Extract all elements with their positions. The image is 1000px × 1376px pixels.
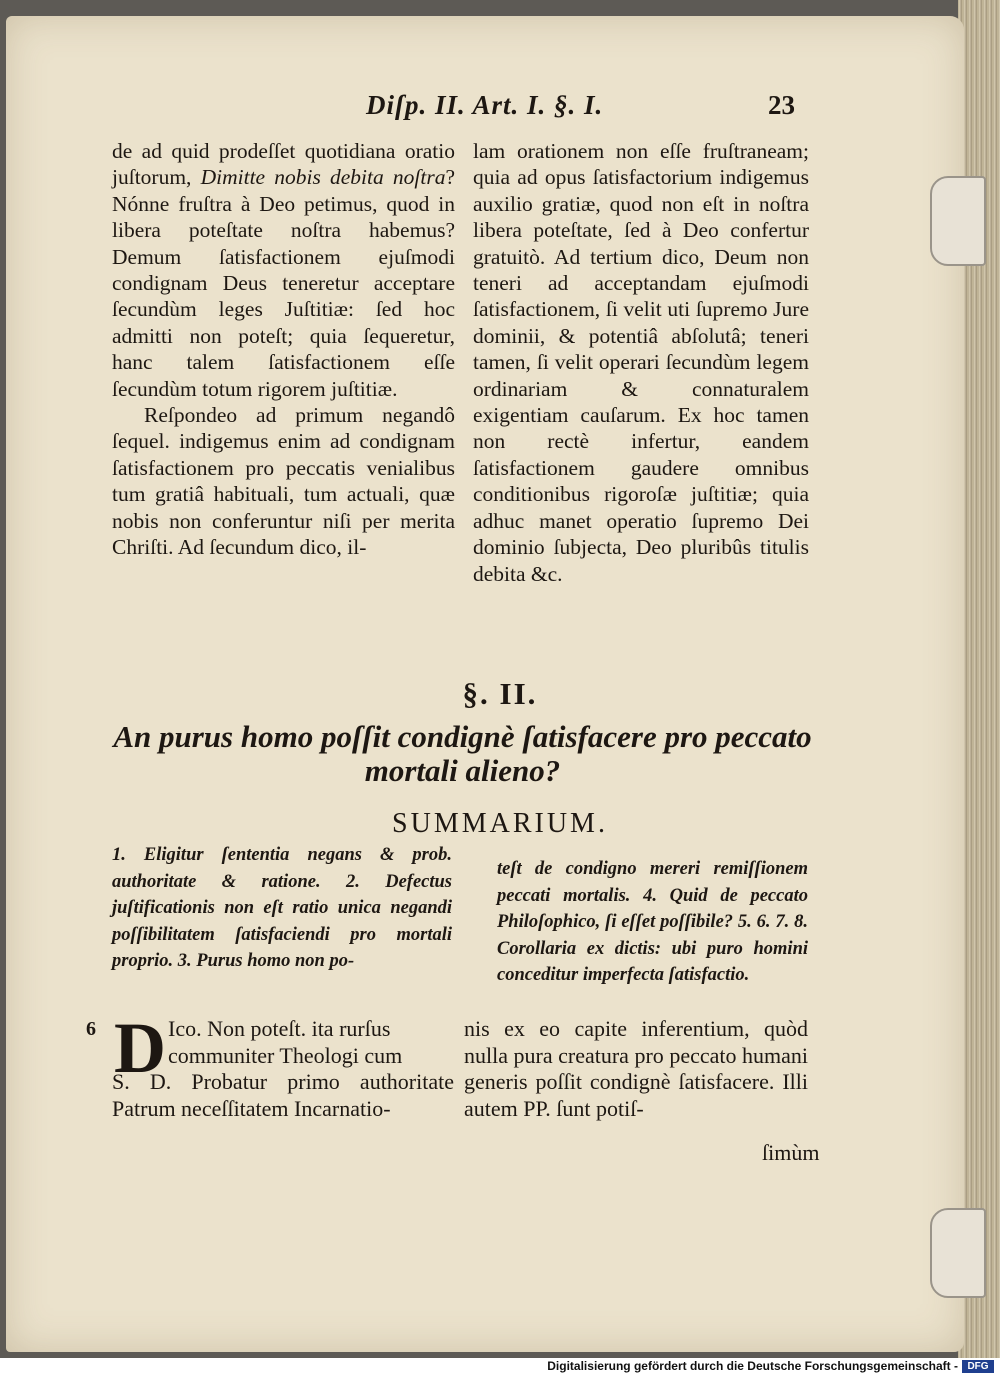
marginal-number: 6 xyxy=(86,1018,96,1040)
right-column xyxy=(473,138,809,587)
left-paragraph-2: Reſpondeo ad primum negandô ſequel. indigemus enim ad condignam ſatisfactionem pro peccatis venialibus tum gratiâ habituali, tum actuali, quæ nobis non conferuntur niſi per merita Chriſti. Ad ſecundum dico, il- xyxy=(112,403,455,560)
summarium-left xyxy=(112,842,452,975)
body-line-1: Ico. Non poteſt. ita rurſus xyxy=(168,1016,391,1041)
left-paragraph-1 xyxy=(112,138,455,402)
body-right-column xyxy=(464,1016,808,1122)
text-run: de ad quid prodeſſet quotidiana oratio juſtorum, xyxy=(112,139,455,190)
right-paragraph-1: lam orationem non eſſe fruſtraneam; quia ad opus ſatisfactorium indigemus auxilio gratiæ, quod non eſt in noſtra libera poteſtate, ſed à Deo confertur gratuitò. Ad tertium dico, Deum non teneri ad acceptandam ejuſmodi ſatisfactionem, ſi velit uti ſupremo Jure dominii, & potentiâ abſolutâ; teneri tamen, ſi velit operari ſecundùm legem ordinariam & connaturalem exigentiam cauſarum. Ex hoc tamen non rectè infertur, eandem ſatisfactionem gaudere omnibus conditionibus rigoroſæ juſtitiæ; quia adhuc manet operatio ſupremo Dei dominio ſubjecta, Deo pluribûs titulis debita &c. xyxy=(473,139,809,586)
text-run: ? Nónne fruſtra à Deo petimus, quod in libera poteſtate noſtra habemus? Demum ſatisfactionem ejuſmodi condignam Deus teneretur acceptare ſecundùm leges Juſtitiæ: ſed hoc admitti non poteſt; quia ſequeretur, hanc talem ſatisfactionem eſſe ſecundùm totum rigorem juſtitiæ. xyxy=(112,165,455,401)
body-right-text: nis ex eo capite inferentium, quòd nulla pura creatura pro peccato humani generis poſſit condignè ſatisfacere. Illi autem PP. ſunt potiſ- xyxy=(464,1016,808,1121)
footer-credit: Digitalisierung gefördert durch die Deutsche Forschungsgemeinschaft - xyxy=(547,1359,958,1373)
catchword: ſimùm xyxy=(762,1140,820,1165)
left-column xyxy=(112,138,455,561)
quotation: Dimitte nobis debita noſtra xyxy=(200,165,446,190)
dfg-logo: DFG xyxy=(962,1360,994,1373)
summarium-right xyxy=(497,856,808,989)
summarium-heading: SUMMARIUM. xyxy=(392,808,608,839)
body-section xyxy=(86,1008,816,1176)
body-left-column xyxy=(112,1008,454,1122)
running-head xyxy=(0,90,1000,130)
drop-initial: D xyxy=(114,1008,166,1088)
body-line-2: communiter Theologi cum xyxy=(168,1042,403,1068)
section-number: §. II. xyxy=(462,676,538,711)
body-left-rest: S. D. Probatur primo authoritate Patrum neceſſitatem Incarnatio- xyxy=(112,1069,454,1121)
summarium-right-text: teſt de condigno mereri remiſſionem peccati mortalis. 4. Quid de peccato Philoſophico, ſi eſſet poſſibile? 5. 6. 7. 8. Corollaria ex dictis: ubi puro homini conceditur imperfecta ſatisfactio. xyxy=(497,859,808,985)
summarium-left-text: 1. Eligitur ſententia negans & prob. authoritate & ratione. 2. Defectus juſtificationis non eſt ratio unica negandi poſſibilitatem ſatisfaciendi pro mortali proprio. 3. Purus homo non po- xyxy=(112,845,452,971)
page-number: 23 xyxy=(768,90,795,120)
section-question: An purus homo poſſit condignè ſatisfacere pro peccato mortali alieno? xyxy=(113,719,812,788)
running-head-title: Diſp. II. Art. I. §. I. xyxy=(366,90,604,120)
footer-bar xyxy=(0,1358,1000,1376)
